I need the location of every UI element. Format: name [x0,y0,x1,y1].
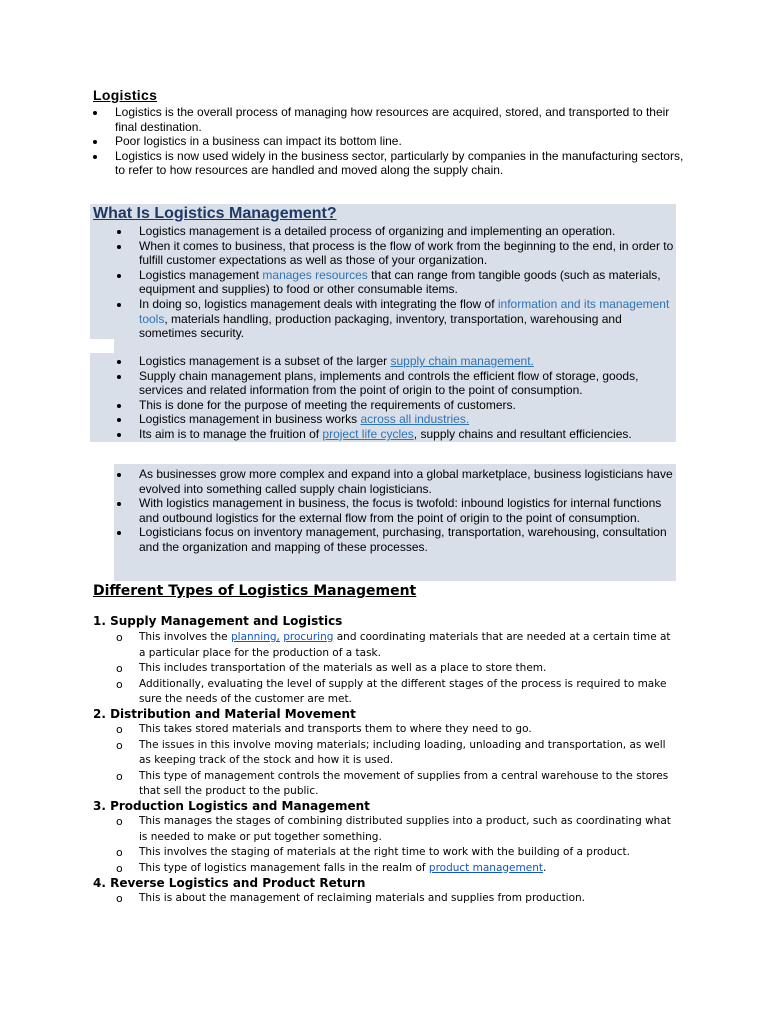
types-heading: Different Types of Logistics Management [93,583,417,599]
list-item: o This includes transportation of the materials as well as a place to store them. [116,662,547,675]
list-item: o This takes stored materials and transports them to where they need to go. [116,723,532,736]
manages-resources-link[interactable]: manages resources [262,267,368,282]
section-title: 4. Reverse Logistics and Product Return [93,876,366,890]
circle-bullet-icon: o [116,662,123,675]
section-title: 3. Production Logistics and Management [93,799,370,813]
management-list-2 [139,354,674,442]
list-item: o This type of logistics management falls in the realm of product management. [116,861,547,875]
list-item: Logistics management is a detailed process of organizing and implementing an operation. [139,224,674,239]
list-item: o This is about the management of reclaiming materials and supplies from production. [116,892,586,905]
list-item: Poor logistics in a business can impact its bottom line. [115,134,685,149]
bullet-icon [117,303,121,307]
list-item: o This involves the staging of materials at the right time to work with the building of a product. [116,846,631,859]
bullet-icon [117,245,121,249]
list-item: Logisticians focus on inventory management, purchasing, transportation, warehousing, consultation and the organization and mapping of these processes. [139,525,674,554]
circle-bullet-icon: o [116,723,123,736]
bullet-icon [93,140,97,144]
list-item: In doing so, logistics management deals with integrating the flow of information and its management tools, materials handling, production packaging, inventory, transportation, warehousing and sometimes security. [139,297,674,341]
management-heading: What Is Logistics Management? [93,205,337,222]
section-title: 1. Supply Management and Logistics [93,614,343,628]
shaded-block [114,339,676,353]
circle-bullet-icon: o [116,815,123,828]
list-item: This is done for the purpose of meeting the requirements of customers. [139,398,674,413]
types-list-3 [116,814,679,876]
logistics-heading: Logistics [93,87,158,103]
list-item: o This involves the planning, procuring and coordinating materials that are needed at a certain time at a particular place for the production of a task. [116,631,671,659]
logistics-list [115,105,685,178]
information-management-tools-link[interactable]: information and its management tools [139,296,670,326]
supply-chain-management-link[interactable]: supply chain management. [390,354,534,368]
circle-bullet-icon: o [116,631,123,644]
list-item: Logistics is now used widely in the business sector, particularly by companies in the manufacturing sectors, to refer to how resources are handled and moved along the supply chain. [115,149,685,178]
types-list-1 [116,630,679,708]
list-item: o The issues in this involve moving materials; including loading, unloading and transportation, as well as keeping track of the stock and how it is used. [116,738,666,766]
circle-bullet-icon: o [116,677,123,691]
circle-bullet-icon: o [116,861,123,875]
bullet-icon [93,155,97,159]
bullet-icon [117,473,121,477]
circle-bullet-icon: o [116,846,123,859]
bullet-icon [117,375,121,379]
circle-bullet-icon: o [116,769,123,783]
bullet-icon [117,274,121,278]
procuring-link[interactable]: procuring [283,631,334,643]
list-item: Supply chain management plans, implements and controls the efficient flow of storage, goods, services and related information from the point of origin to the point of consumption. [139,369,674,398]
list-item: When it comes to business, that process is the flow of work from the beginning to the end, in order to fulfill customer expectations as well as those of your organization. [139,239,674,268]
types-list-2 [116,722,679,800]
bullet-icon [117,230,121,234]
management-list-3 [139,467,674,555]
circle-bullet-icon: o [116,892,123,905]
list-item: o This manages the stages of combining distributed supplies into a product, such as coordinating what is needed to make or put together something. [116,815,671,843]
across-all-industries-link[interactable]: across all industries. [360,412,470,427]
planning-link[interactable]: planning, [230,631,280,643]
list-item: Logistics management manages resources that can range from tangible goods (such as materials, equipment and supplies) to food or other consumable items. [139,268,674,297]
product-management-link[interactable]: product management [428,861,543,874]
bullet-icon [93,111,97,115]
management-list-1 [139,224,674,341]
circle-bullet-icon: o [116,738,123,752]
list-item: o Additionally, evaluating the level of supply at the different stages of the process is required to make sure the needs of the customer are met. [116,677,667,705]
bullet-icon [117,404,121,408]
list-item: Logistics is the overall process of managing how resources are acquired, stored, and transported to their final destination. [115,105,685,134]
list-item: Logistics management in business works across all industries. [139,412,674,427]
list-item: Logistics management is a subset of the larger supply chain management. [139,354,674,369]
list-item: o This type of management controls the movement of supplies from a central warehouse to the stores that sell the product to the public. [116,769,669,797]
list-item: As businesses grow more complex and expand into a global marketplace, business logisticians have evolved into something called supply chain logisticians. [139,467,674,496]
types-list-4 [116,891,679,907]
bullet-icon [117,433,121,437]
project-life-cycles-link[interactable]: project life cycles [322,426,414,441]
list-item: Its aim is to manage the fruition of project life cycles, supply chains and resultant efficiencies. [139,427,674,442]
bullet-icon [117,360,121,364]
section-title: 2. Distribution and Material Movement [93,707,356,721]
list-item: With logistics management in business, the focus is twofold: inbound logistics for internal functions and outbound logistics for the external flow from the point of origin to the point of consumption. [139,496,674,525]
